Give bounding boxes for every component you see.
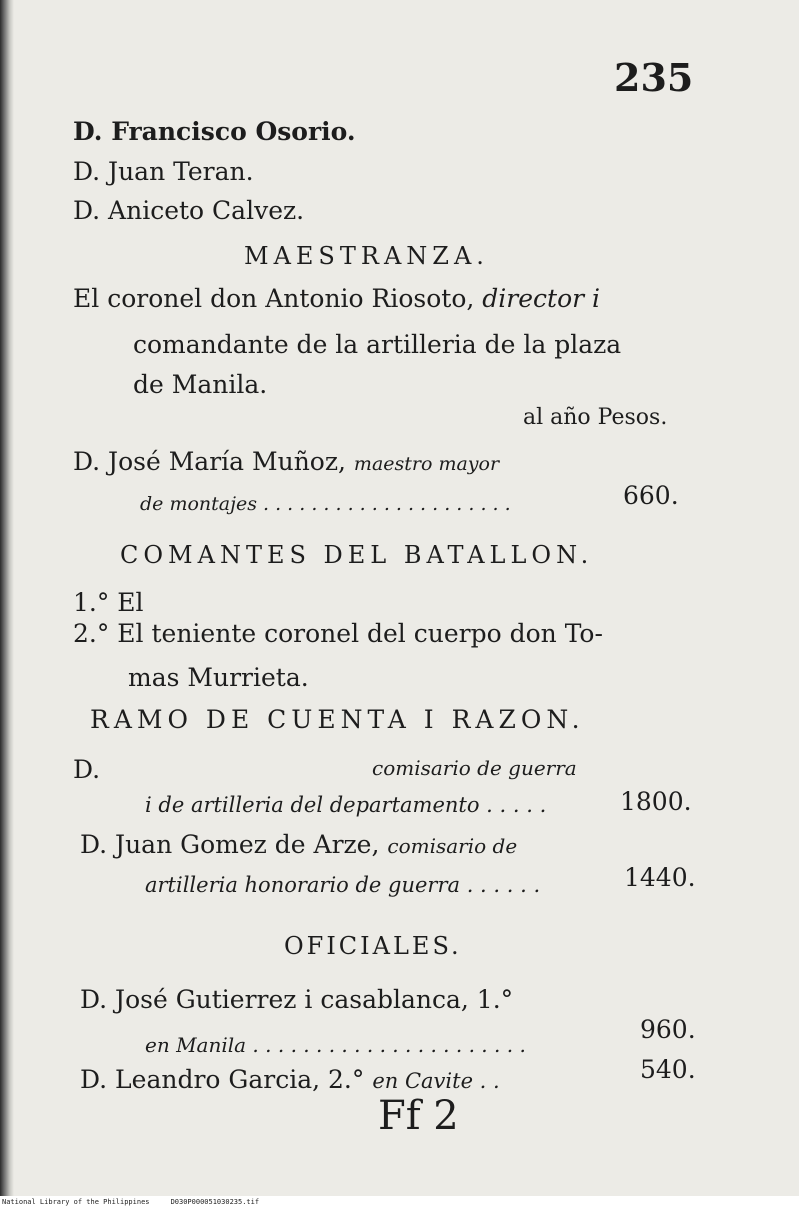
text-italic: director i [482, 284, 601, 313]
scan-footer-strip [0, 1196, 799, 1208]
text-line: artilleria honorario de guerra . . . . . . [145, 873, 541, 897]
text-line: de montajes . . . . . . . . . . . . . . . . . . . . . [140, 493, 511, 515]
text-line: D. Aniceto Calvez. [73, 196, 305, 225]
text-roman: D. José María Muñoz, [73, 447, 346, 476]
section-heading: MAESTRANZA. [244, 242, 489, 270]
text-line: de Manila. [133, 370, 268, 399]
text-italic: maestro mayor [353, 453, 500, 475]
section-heading: RAMO DE CUENTA I RAZON. [90, 705, 585, 734]
text-line: 1.° El [73, 588, 144, 617]
text-line [73, 447, 499, 479]
text-roman: D. Leandro Garcia, 2.° [80, 1065, 365, 1094]
amount: 540. [640, 1055, 696, 1084]
column-header: al año Pesos. [523, 405, 668, 430]
text-line: D. Francisco Osorio. [73, 117, 356, 146]
text-line: comisario de guerra [372, 756, 577, 780]
amount: 960. [640, 1015, 696, 1044]
text-line: mas Murrieta. [128, 663, 309, 692]
text-italic: comisario de [387, 834, 518, 858]
amount: 1800. [620, 787, 692, 816]
text-line: comandante de la artilleria de la plaza [133, 330, 622, 359]
signature-mark: Ff 2 [378, 1093, 459, 1139]
section-heading: COMANTES DEL BATALLON. [120, 541, 594, 569]
text-line: D. José Gutierrez i casablanca, 1.° [80, 985, 514, 1014]
amount: 660. [623, 481, 679, 510]
section-heading: OFICIALES. [284, 932, 462, 960]
text-line: 2.° El teniente coronel del cuerpo don To- [73, 619, 603, 648]
text-italic: en Cavite . . [372, 1069, 500, 1093]
text-line: i de artilleria del departamento . . . . . [145, 793, 547, 817]
text-line [73, 284, 600, 314]
text-roman: D. Juan Gomez de Arze, [80, 830, 380, 859]
text-line: en Manila . . . . . . . . . . . . . . . . . . . . . . [145, 1033, 526, 1057]
scan-footer-caption: National Library of the Philippines D030P000051030235.tif [2, 1198, 260, 1206]
text-line [80, 1065, 500, 1096]
text-line: D. Juan Teran. [73, 157, 254, 186]
amount: 1440. [624, 863, 696, 892]
text-line: D. [73, 755, 101, 784]
page-binding-edge [0, 0, 14, 1196]
text-roman: El coronel don Antonio Riosoto, [73, 284, 475, 313]
page-number: 235 [614, 55, 694, 100]
text-line [80, 830, 517, 861]
